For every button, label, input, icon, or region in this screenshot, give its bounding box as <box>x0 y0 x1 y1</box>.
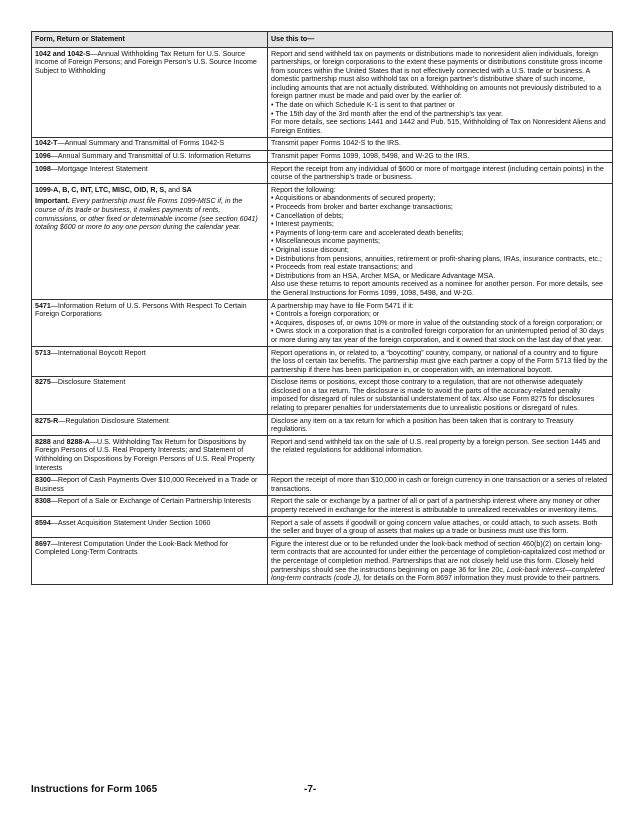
table-row <box>32 495 613 516</box>
form-code: 8594 <box>35 518 51 527</box>
table-row <box>32 184 613 300</box>
use-text-italic: Look-back interest—completed long-term contracts (code J), <box>271 565 605 583</box>
form-code: 1096 <box>35 152 51 161</box>
form-cell: 1098—Mortgage Interest Statement <box>32 163 268 184</box>
use-text: A partnership may have to file Form 5471 if it: <box>271 301 414 310</box>
page-number: -7- <box>304 784 317 795</box>
use-cell <box>268 300 613 347</box>
table-header-row <box>32 32 613 48</box>
form-cell: 5713—International Boycott Report <box>32 347 268 377</box>
form-code: 1099-A, B, C, INT, LTC, MISC, OID, R, S, <box>35 185 167 194</box>
important-text: Every partnership must file Forms 1099-MISC if, in the course of its trade or business, it makes payments of rents, commissions, or other fixed or determinable income (see section 6041) totaling $600 or more to any one person during the calendar year. <box>35 197 258 232</box>
use-cell <box>268 137 613 150</box>
form-description: Regulation Disclosure Statement <box>65 416 169 425</box>
bullet-item: • Miscellaneous income payments; <box>271 237 609 246</box>
use-text: Disclose any item on a tax return for which a position has been taken that is contrary to Treasury regulations. <box>271 416 574 434</box>
use-text: Report the following: <box>271 185 336 194</box>
use-cell <box>268 415 613 436</box>
form-description: Annual Summary and Transmittal of Forms 1042-S <box>64 139 225 148</box>
footer-title: Instructions for Form 1065 <box>31 784 158 795</box>
table-row <box>32 48 613 138</box>
form-code: 8308 <box>35 497 51 506</box>
use-text: Report a sale of assets if goodwill or going concern value attaches, or could attach, to such assets. Both the seller and buyer of a group of assets that makes up a trade or business must use this form. <box>271 518 598 536</box>
use-cell <box>268 347 613 377</box>
bullet-item: • Acquisitions or abandonments of secured property; <box>271 194 609 203</box>
form-description: Interest Computation Under the Look-Back Method for Completed Long-Term Contracts <box>35 539 229 557</box>
form-description: Asset Acquisition Statement Under Section 1060 <box>57 518 211 527</box>
form-cell: 5471—Information Return of U.S. Persons With Respect To Certain Foreign Corporations <box>32 300 268 347</box>
use-text: Figure the interest due or to be refunded under the look-back method of section 460(b)(2) on certain long-term contracts that are accounted for under either the percentage of completion-capitalized cost method or the percentage of completion method. Partnerships that are not closely held use this form. Closely held partnerships should see the instructions beginning on page 36 for line 20c, <box>271 539 605 574</box>
use-text: Transmit paper Forms 1042-S to the IRS. <box>271 139 401 148</box>
form-description: Mortgage Interest Statement <box>57 164 148 173</box>
table-row <box>32 347 613 377</box>
form-cell: 8300—Report of Cash Payments Over $10,000 Received in a Trade or Business <box>32 474 268 495</box>
use-text-after: For more details, see sections 1441 and 1442 and Pub. 515, Withholding of Tax on Nonresident Aliens and Foreign Entities. <box>271 118 606 135</box>
bullet-item: • Acquires, disposes of, or owns 10% or more in value of the outstanding stock of a foreign corporation; or <box>271 319 609 328</box>
use-text: Report the sale or exchange by a partner of all or part of a partnership interest where any money or other property received in exchange for the interest is attributable to unrealized receivables or inventory items. <box>271 497 601 514</box>
form-cell: 8308—Report of a Sale or Exchange of Certain Partnership Interests <box>32 495 268 516</box>
use-text: Transmit paper Forms 1099, 1098, 5498, and W-2G to the IRS. <box>271 152 470 161</box>
form-code: 8275-R <box>35 416 59 425</box>
form-description: International Boycott Report <box>57 348 146 357</box>
use-text: Report and send withheld tax on payments or distributions made to nonresident alien individuals, foreign partnerships, or foreign corporations to the extent these payments or distributions constitute gross income from sources within the United States that is not effectively connected with a U.S. trade or business. A domestic partnership must also withhold tax on a foreign partner’s distributive share of such income, including amounts that are not actually distributed. Withholding on amounts not previously distributed to a foreign partner must be made and paid over by the earlier of: <box>271 49 603 101</box>
use-text-after: Also use these returns to report amounts received as a nominee for another person. For more details, see the General Instructions for Forms 1099, 1098, 5498, and W-2G. <box>271 280 604 297</box>
form-description: Annual Summary and Transmittal of U.S. Information Returns <box>57 152 251 161</box>
use-text: Report and send withheld tax on the sale of U.S. real property by a foreign person. See section 1445 and the related regulations for additional information. <box>271 437 601 455</box>
bullet-item: • Distributions from pensions, annuities, retirement or profit-sharing plans, IRAs, insurance contracts, etc.; <box>271 255 609 264</box>
forms-table <box>31 31 613 585</box>
bullet-item: • Owns stock in a corporation that is a controlled foreign corporation for an uninterrupted period of 30 days or more during any tax year of the foreign corporation, and it owned that stock on the last day of that year. <box>271 327 609 344</box>
use-cell <box>268 517 613 538</box>
form-cell: 8288 and 8288-A—U.S. Withholding Tax Return for Dispositions by Foreign Persons of U.S. Real Property Interests; and Statement of Withholding on Dispositions by Foreign Persons of U.S. Real Property Interests <box>32 436 268 474</box>
form-code: 8288 <box>35 437 51 446</box>
table-row <box>32 137 613 150</box>
bullet-item: • Interest payments; <box>271 220 609 229</box>
bullet-item: • Original issue discount; <box>271 246 609 255</box>
header-use-column: Use this to— <box>268 32 613 48</box>
header-form-column: Form, Return or Statement <box>32 32 268 48</box>
form-cell: 8275—Disclosure Statement <box>32 376 268 414</box>
form-code: 1042-T <box>35 139 58 148</box>
table-row <box>32 415 613 436</box>
form-code: 8300 <box>35 476 51 485</box>
form-code: 5471 <box>35 301 51 310</box>
table-row <box>32 163 613 184</box>
use-cell <box>268 495 613 516</box>
table-row <box>32 300 613 347</box>
form-code: 1042 and 1042-S <box>35 49 91 58</box>
use-cell <box>268 436 613 474</box>
bullet-item: • Proceeds from broker and barter exchange transactions; <box>271 203 609 212</box>
form-cell: 1096—Annual Summary and Transmittal of U.S. Information Returns <box>32 150 268 163</box>
use-cell <box>268 48 613 138</box>
table-row <box>32 150 613 163</box>
bullet-item: • Cancellation of debts; <box>271 212 609 221</box>
use-text-end: for details on the Form 8697 information they must provide to their partners. <box>363 574 601 583</box>
use-text: Report the receipt of more than $10,000 in cash or foreign currency in one transaction or a series of related transactions. <box>271 476 607 493</box>
use-cell <box>268 184 613 300</box>
use-cell <box>268 163 613 184</box>
bullet-item: • Proceeds from real estate transactions; and <box>271 263 609 272</box>
form-code: 5713 <box>35 348 51 357</box>
form-description: U.S. Withholding Tax Return for Dispositions by Foreign Persons of U.S. Real Property Interests; and Statement of Withholding on Dispositions by Foreign Persons of U.S. Real Property Interests <box>35 437 255 472</box>
use-cell <box>268 474 613 495</box>
table-row <box>32 538 613 585</box>
form-cell: 1042-T—Annual Summary and Transmittal of Forms 1042-S <box>32 137 268 150</box>
table-row <box>32 436 613 474</box>
use-cell <box>268 376 613 414</box>
form-cell: 8594—Asset Acquisition Statement Under Section 1060 <box>32 517 268 538</box>
form-cell: 8275-R—Regulation Disclosure Statement <box>32 415 268 436</box>
form-code-and: and <box>168 185 180 194</box>
bullet-item: • The 15th day of the 3rd month after the end of the partnership’s tax year. <box>271 110 609 119</box>
bullet-item: • Controls a foreign corporation; or <box>271 310 609 319</box>
important-label: Important. <box>35 197 70 206</box>
bullet-item: • The date on which Schedule K-1 is sent to that partner or <box>271 101 609 110</box>
use-text: Disclose items or positions, except those contrary to a regulation, that are not otherwise adequately disclosed on a tax return. The disclosure is made to avoid the parts of the accuracy-related penalty imposed for disregard of rules or substantial understatement of tax. Also use Form 8275 for disclosures relating to preparer penalties for understatements due to unrealistic positions or disregard of rules. <box>271 378 595 413</box>
use-text: Report operations in, or related to, a “boycotting” country, company, or national of a country and to figure the loss of certain tax benefits. The partnership must give each partner a copy of the Form 5713 filed by the partnership if there has been participation in, or cooperation with, an international boycott. <box>271 348 608 374</box>
form-cell: 1042 and 1042-S—Annual Withholding Tax Return for U.S. Source Income of Foreign Persons; and Foreign Person’s U.S. Source Income Subject to Withholding <box>32 48 268 138</box>
table-row <box>32 517 613 538</box>
form-description: Annual Withholding Tax Return for U.S. Source Income of Foreign Persons; and Foreign Person’s U.S. Source Income Subject to Withholding <box>35 49 257 75</box>
form-description: Disclosure Statement <box>57 378 126 387</box>
form-code-end: 8288-A <box>66 437 90 446</box>
use-cell <box>268 150 613 163</box>
form-description: Report of a Sale or Exchange of Certain Partnership Interests <box>57 497 252 506</box>
form-code: 8275 <box>35 378 51 387</box>
form-description: Report of Cash Payments Over $10,000 Received in a Trade or Business <box>35 476 258 493</box>
use-text: Report the receipt from any individual of $600 or more of mortgage interest (including certain points) in the course of the partnership’s trade or business. <box>271 164 604 182</box>
bullet-item: • Distributions from an HSA, Archer MSA, or Medicare Advantage MSA. <box>271 272 609 281</box>
form-cell: 8697—Interest Computation Under the Look-Back Method for Completed Long-Term Contracts <box>32 538 268 585</box>
table-row <box>32 474 613 495</box>
form-code-end: SA <box>181 185 192 194</box>
use-cell <box>268 538 613 585</box>
form-code: 1098 <box>35 164 51 173</box>
form-description: Information Return of U.S. Persons With Respect To Certain Foreign Corporations <box>35 301 247 319</box>
form-cell <box>32 184 268 300</box>
form-code-and: and <box>52 437 65 446</box>
bullet-item: • Payments of long-term care and accelerated death benefits; <box>271 229 609 238</box>
form-code: 8697 <box>35 539 51 548</box>
table-row <box>32 376 613 414</box>
